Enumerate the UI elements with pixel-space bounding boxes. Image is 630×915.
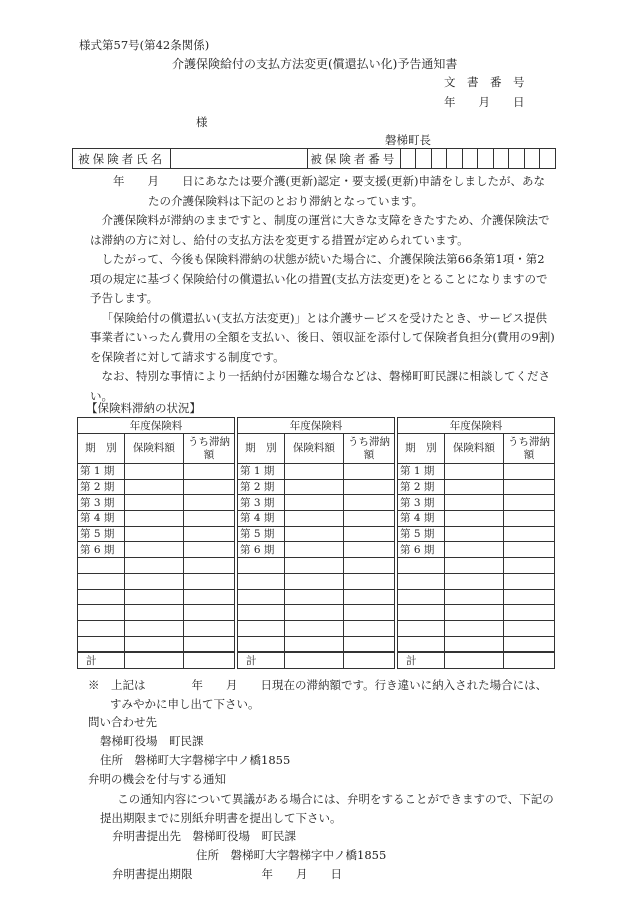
premium-table (77, 417, 235, 669)
document-title: 介護保険給付の支払方法変更(償還払い化)予告通知書 (172, 57, 458, 71)
col-amount: 保険料額 (124, 434, 183, 464)
year-label: 年度保険料 (398, 418, 555, 434)
period-cell: 第 2 期 (78, 479, 125, 495)
year-label: 年度保険料 (78, 418, 235, 434)
col-period: 期 別 (398, 434, 445, 464)
period-cell (398, 620, 445, 636)
col-period: 期 別 (78, 434, 125, 464)
period-cell: 第 5 期 (78, 526, 125, 542)
period-cell (238, 636, 285, 652)
period-cell: 第 6 期 (398, 542, 445, 558)
period-cell: 第 2 期 (238, 479, 285, 495)
insured-number-box (524, 149, 540, 169)
defense-address: 住所 磐梯町大字磐梯字中ノ橋1855 (196, 848, 387, 862)
period-cell (78, 573, 125, 589)
insured-number-box (447, 149, 463, 169)
period-cell (78, 605, 125, 621)
insured-info-table (72, 148, 556, 169)
insured-number-box (462, 149, 478, 169)
period-cell (78, 558, 125, 574)
period-cell (238, 573, 285, 589)
issuer: 磐梯町長 (385, 133, 431, 147)
period-cell (398, 573, 445, 589)
total-label: 計 (78, 652, 125, 668)
period-cell (78, 636, 125, 652)
period-cell (238, 620, 285, 636)
premium-table (397, 417, 555, 669)
insured-name-label: 被保険者氏名 (73, 149, 171, 169)
insured-number-box (400, 149, 416, 169)
period-cell (238, 589, 285, 605)
insured-number-box (478, 149, 494, 169)
period-cell: 第 3 期 (78, 495, 125, 511)
arrears-note: ※ 上記は 年 月 日現在の滞納額です。行き違いに納入された場合には、すみやかに申し出て下さい。 (88, 678, 548, 711)
col-amount: 保険料額 (444, 434, 503, 464)
addressee-suffix: 様 (196, 115, 208, 129)
defense-submit-to: 弁明書提出先 磐梯町役場 町民課 (112, 829, 296, 843)
insured-number-box (493, 149, 509, 169)
insured-name-field (171, 149, 308, 169)
insured-number-box (431, 149, 447, 169)
inquiry-address: 住所 磐梯町大字磐梯字中ノ橋1855 (100, 753, 291, 767)
period-cell (78, 620, 125, 636)
notice-body (90, 172, 555, 406)
period-cell (398, 589, 445, 605)
col-arrears: うち滞納額 (504, 434, 555, 464)
period-cell (238, 558, 285, 574)
period-cell (78, 589, 125, 605)
period-cell: 第 1 期 (238, 464, 285, 480)
form-number: 様式第57号(第42条関係) (79, 38, 210, 52)
total-label: 計 (398, 652, 445, 668)
insured-number-box (509, 149, 525, 169)
period-cell: 第 6 期 (238, 542, 285, 558)
insured-number-label: 被保険者番号 (308, 149, 401, 169)
defense-text: この通知内容について異議がある場合には、弁明をすることができますので、下記の提出期限までに別紙弁明書を提出して下さい。 (100, 792, 554, 825)
premium-table (237, 417, 395, 669)
period-cell: 第 3 期 (238, 495, 285, 511)
body-paragraph: 介護保険料が滞納のままですと、制度の運営に大きな支障をきたすため、介護保険法では滞納の方に対し、給付の支払方法を変更する措置が定められています。 (90, 213, 550, 247)
insured-number-box (540, 149, 556, 169)
col-amount: 保険料額 (284, 434, 343, 464)
inquiry-office: 磐梯町役場 町民課 (100, 734, 204, 748)
col-arrears: うち滞納額 (344, 434, 395, 464)
defense-deadline: 弁明書提出期限 年 月 日 (112, 867, 342, 881)
body-paragraph: 年 月 日にあなたは要介護(更新)認定・要支援(更新)申請をしましたが、あなたの介護保険料は下記のとおり滞納となっています。 (90, 174, 545, 208)
period-cell: 第 4 期 (398, 511, 445, 527)
period-cell: 第 5 期 (398, 526, 445, 542)
period-cell: 第 2 期 (398, 479, 445, 495)
date-label: 年 月 日 (444, 95, 525, 109)
section-title: 【保険料滞納の状況】 (86, 401, 201, 415)
period-cell: 第 6 期 (78, 542, 125, 558)
period-cell: 第 3 期 (398, 495, 445, 511)
insured-number-box (416, 149, 432, 169)
period-cell: 第 5 期 (238, 526, 285, 542)
body-paragraph: 「保険給付の償還払い(支払方法変更)」とは介護サービスを受けたとき、サービス提供事業者にいったん費用の全額を支払い、後日、領収証を添付して保険者負担分(費用の9割)を保険者に対して請求する制度です。 (90, 310, 555, 364)
period-cell (398, 605, 445, 621)
year-label: 年度保険料 (238, 418, 395, 434)
defense-heading: 弁明の機会を付与する通知 (88, 772, 226, 786)
period-cell: 第 4 期 (78, 511, 125, 527)
period-cell (238, 605, 285, 621)
col-arrears: うち滞納額 (184, 434, 235, 464)
period-cell: 第 1 期 (398, 464, 445, 480)
total-label: 計 (238, 652, 285, 668)
period-cell: 第 1 期 (78, 464, 125, 480)
period-cell (398, 558, 445, 574)
period-cell (398, 636, 445, 652)
inquiry-heading: 問い合わせ先 (88, 715, 157, 729)
body-paragraph: したがって、今後も保険料滞納の状態が続いた場合に、介護保険法第66条第1項・第2項の規定に基づく保険給付の償還払い化の措置(支払方法変更)をとることになりますので予告します。 (90, 252, 548, 305)
period-cell: 第 4 期 (238, 511, 285, 527)
document-number-label: 文 書 番 号 (444, 75, 525, 89)
col-period: 期 別 (238, 434, 285, 464)
body-paragraph: なお、特別な事情により一括納付が困難な場合などは、磐梯町町民課に相談してください。 (90, 369, 550, 403)
